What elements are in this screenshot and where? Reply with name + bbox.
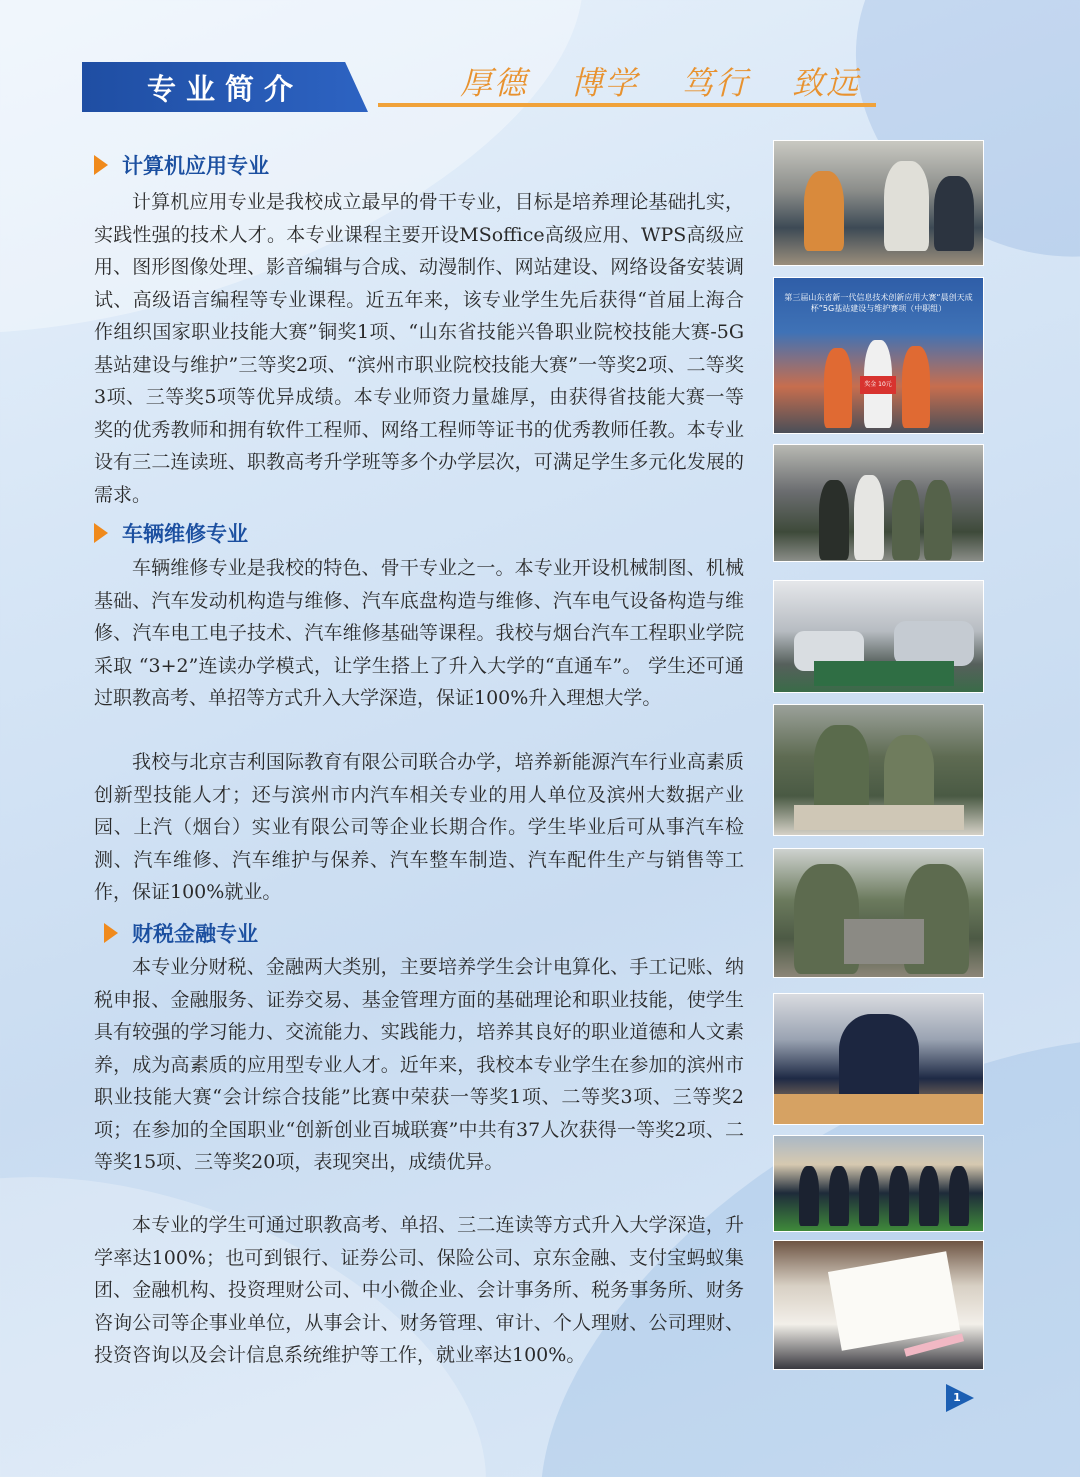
paragraph: 车辆维修专业是我校的特色、骨干专业之一。本专业开设机械制图、机械基础、汽车发动机构造与维修、汽车底盘构造与维修、汽车电气设备构造与维修、汽车电工电子技术、汽车维修基础等课程。我校与烟台汽车工程职业学院采取 “3+2”连读办学模式，让学生搭上了升入大学的“直通车”。 学生还可通过职教高考、单招等方式升入大学深造，保证100%升入理想大学。 [94,557,744,709]
photo-engine-practice [773,848,984,978]
page-number: 1 [953,1391,961,1404]
paragraph: 本专业分财税、金融两大类别，主要培养学生会计电算化、手工记账、纳税申报、金融服务、证券交易、基金管理方面的基础理论和职业技能，使学生具有较强的学习能力、交流能力、实践能力，培养其良好的职业道德和人文素养，成为高素质的应用型专业人才。近年来，我校本专业学生在参加的滨州市职业技能大赛“会计综合技能”比赛中荣获一等奖1项、二等奖3项、三等奖2项；在参加的全国职业“创新创业百城联赛”中共有37人次获得一等奖2项、二等奖15项、三等奖20项，表现突出，成绩优异。 [94,956,744,1173]
section-heading-text: 财税金融专业 [132,922,258,946]
photo-accounting-class [773,993,984,1125]
award-board: 奖金 10元 [860,376,896,394]
section-heading-finance [104,918,258,948]
section-heading-text: 计算机应用专业 [122,154,269,178]
photo-certificates [773,444,984,562]
photo-computer-lab [773,140,984,266]
motto-word: 笃行 [681,64,750,102]
motto-word: 博学 [570,64,639,102]
section-heading-vehicle [94,518,248,548]
school-motto [460,58,860,104]
photo-caption: 第三届山东省新一代信息技术创新应用大赛“晨创天成杯”5G基站建设与维护赛项（中职组） [784,293,973,313]
section-heading-computer [94,150,269,180]
section-heading-text: 车辆维修专业 [122,522,248,546]
arrow-bullet-icon [104,923,118,943]
photo-accounting-workbook [773,1240,984,1370]
arrow-bullet-icon [94,523,108,543]
arrow-bullet-icon [94,155,108,175]
photo-award-5g [773,277,984,434]
photo-award-group [773,1135,984,1232]
paragraph: 计算机应用专业是我校成立最早的骨干专业，目标是培养理论基础扎实，实践性强的技术人才。本专业课程主要开设MSoffice高级应用、WPS高级应用、图形图像处理、影音编辑与合成、动漫制作、网站建设、网络设备安装调试、高级语言编程等专业课程。近五年来，该专业学生先后获得“首届上海合作组织国家职业技能大赛”铜奖1项、“山东省技能兴鲁职业院校技能大赛-5G基站建设与维护”三等奖2项、“滨州市职业院校技能大赛”一等奖2项、二等奖3项、三等奖5项等优异成绩。本专业师资力量雄厚，由获得省技能大赛一等奖的优秀教师和拥有软件工程师、网络工程师等证书的优秀教师任教。本专业设有三二连读班、职教高考升学班等多个办学层次，可满足学生多元化发展的需求。 [94,191,744,506]
photo-students-repair [773,704,984,836]
motto-word: 致远 [791,64,860,102]
paragraph: 我校与北京吉利国际教育有限公司联合办学，培养新能源汽车行业高素质创新型技能人才；还与滨州市内汽车相关专业的用人单位及滨州大数据产业园、上汽（烟台）实业有限公司等企业长期合作。学生毕业后可从事汽车检测、汽车维修、汽车维护与保养、汽车整车制造、汽车配件生产与销售等工作，保证100%就业。 [94,751,744,903]
page-title: 专业简介 [146,71,303,106]
photo-engine-workshop [773,580,984,693]
paragraph: 本专业的学生可通过职教高考、单招、三二连读等方式升入大学深造，升学率达100%；也可到银行、证券公司、保险公司、京东金融、支付宝蚂蚁集团、金融机构、投资理财公司、中小微企业、会计事务所、税务事务所、财务咨询公司等企事业单位，从事会计、财务管理、审计、个人理财、公司理财、投资咨询以及会计信息系统维护等工作，就业率达100%。 [94,1214,744,1366]
motto-word: 厚德 [460,64,529,102]
